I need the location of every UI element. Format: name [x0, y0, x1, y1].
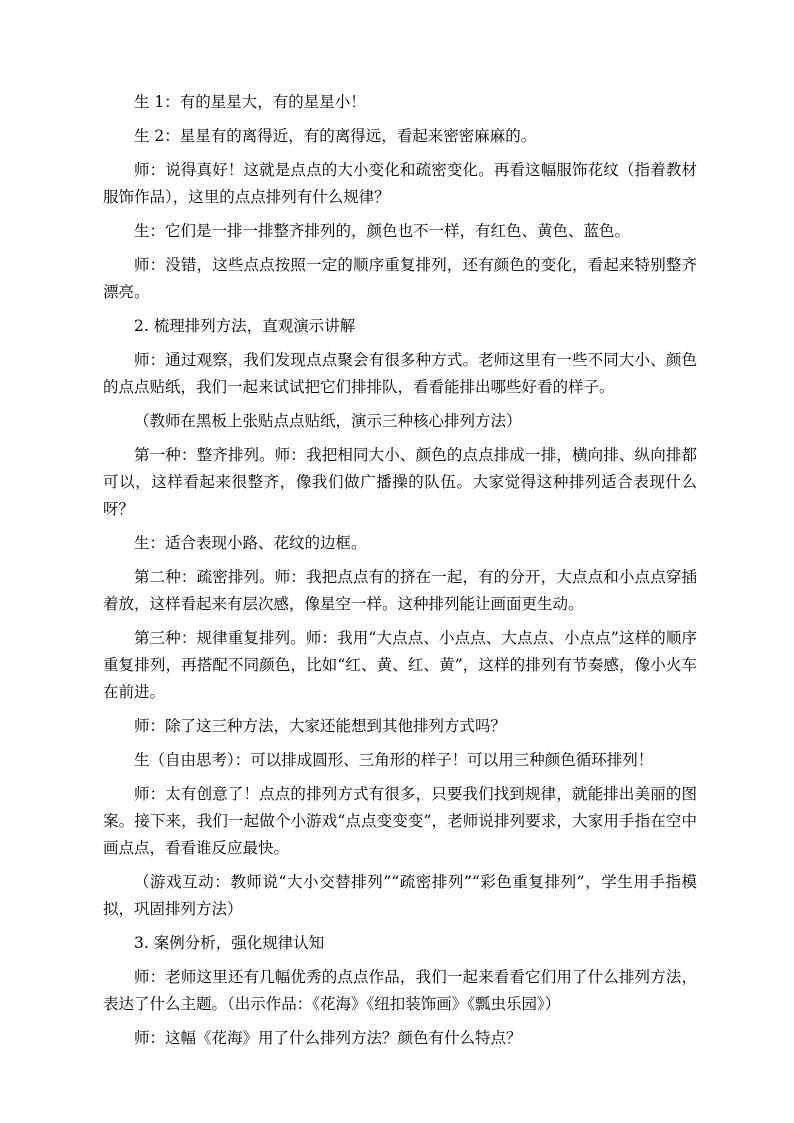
section-heading-3: 3. 案例分析，强化规律认知 — [134, 934, 325, 952]
paragraph-method-2: 第二种：疏密排列。师：我把点点有的挤在一起，有的分开，大点点和小点点穿插着放，这样看起来有层次感，像星空一样。这种排列能让画面更生动。 — [103, 568, 697, 613]
paragraph-student-free-thinking: 生（自由思考）：可以排成圆形、三角形的样子！可以用三种颜色循环排列！ — [134, 751, 654, 769]
document-page — [103, 89, 697, 1059]
paragraph-teacher-repeat: 师：没错，这些点点按照一定的顺序重复排列，还有颜色的变化，看起来特别整齐漂亮。 — [103, 256, 697, 301]
stage-direction-game: （游戏互动：教师说“大小交替排列”“疏密排列”“彩色重复排列”，学生用手指模拟，巩固排列方法） — [103, 873, 697, 918]
paragraph-teacher-game: 师：太有创意了！点点的排列方式有很多，只要我们找到规律，就能排出美丽的图案。接下来，我们一起做个小游戏“点点变变变”，老师说排列要求，大家用手指在空中画点点，看看谁反应最快。 — [103, 785, 697, 857]
paragraph-student-colors: 生：它们是一排一排整齐排列的，颜色也不一样，有红色、黄色、蓝色。 — [134, 222, 631, 240]
paragraph-teacher-flower-sea: 师：这幅《花海》用了什么排列方法？颜色有什么特点？ — [134, 1029, 522, 1047]
section-heading-2: 2. 梳理排列方法，直观演示讲解 — [134, 317, 356, 335]
paragraph-teacher-works: 师：老师这里还有几幅优秀的点点作品，我们一起来看看它们用了什么排列方法，表达了什么主题。（出示作品：《花海》《纽扣装饰画》《瓢虫乐园》） — [103, 968, 697, 1013]
paragraph-method-1: 第一种：整齐排列。师：我把相同大小、颜色的点点排成一排，横向排、纵向排都可以，这样看起来很整齐，像我们做广播操的队伍。大家觉得这种排列适合表现什么呀？ — [103, 446, 697, 518]
paragraph-teacher-question: 师：除了这三种方法，大家还能想到其他排列方式吗？ — [134, 717, 507, 735]
paragraph-student1-stars: 生 1：有的星星大，有的星星小！ — [134, 93, 366, 111]
paragraph-teacher-clothing-pattern: 师：说得真好！这就是点点的大小变化和疏密变化。再看这幅服饰花纹（指着教材服饰作品），这里的点点排列有什么规律？ — [103, 161, 697, 206]
stage-direction-demo: （教师在黑板上张贴点点贴纸，演示三种核心排列方法） — [134, 412, 522, 430]
paragraph-student2-stars: 生 2：星星有的离得近，有的离得远，看起来密密麻麻的。 — [134, 127, 537, 145]
paragraph-method-3: 第三种：规律重复排列。师：我用“大点点、小点点、大点点、小点点”这样的顺序重复排列，再搭配不同颜色，比如“红、黄、红、黄”，这样的排列有节奏感，像小火车在前进。 — [103, 629, 697, 701]
paragraph-teacher-stickers: 师：通过观察，我们发现点点聚会有很多种方式。老师这里有一些不同大小、颜色的点点贴纸，我们一起来试试把它们排排队，看看能排出哪些好看的样子。 — [103, 351, 697, 396]
paragraph-student-path: 生：适合表现小路、花纹的边框。 — [134, 534, 367, 552]
